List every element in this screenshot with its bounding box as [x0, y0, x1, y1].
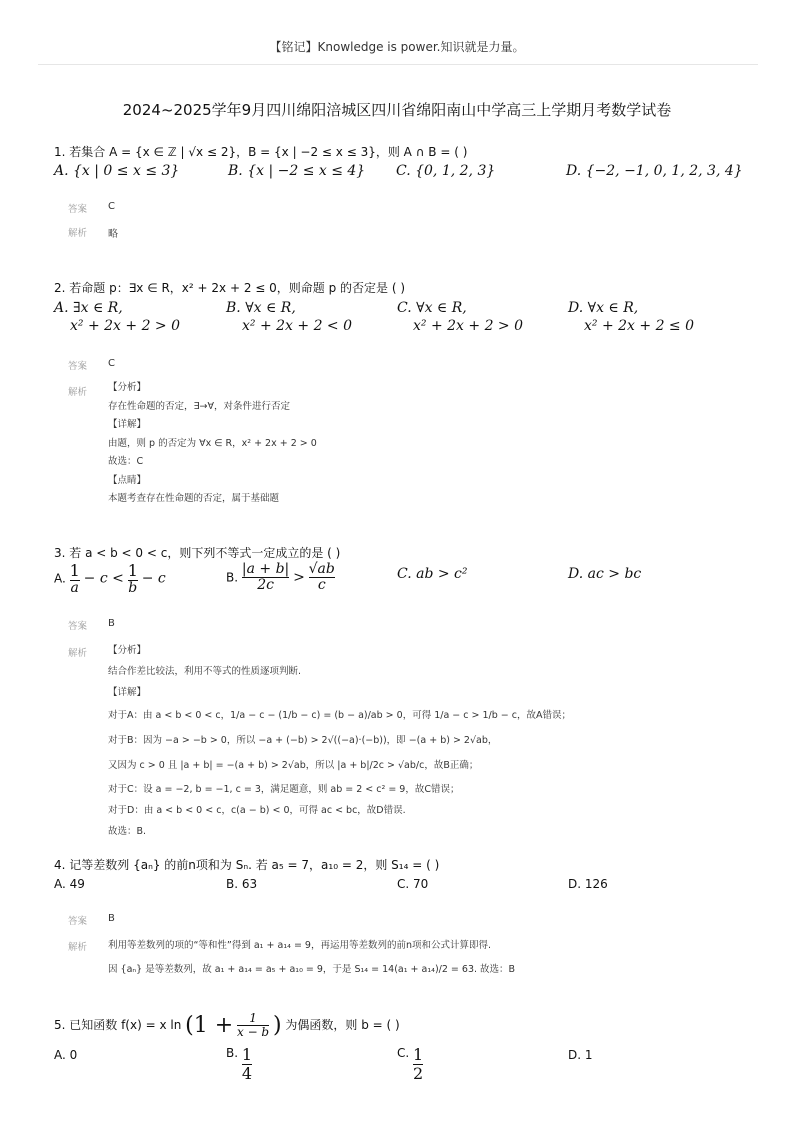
- q4-option-c[interactable]: C. 70: [397, 877, 429, 891]
- header-divider: [38, 64, 758, 65]
- q3-option-b-fraction-2: $\frac{√ab}{c}$: [308, 561, 335, 594]
- question-5-options: [54, 1046, 754, 1086]
- q5-stem-prefix: 5. 已知函数 f(x) = x ln: [54, 1018, 182, 1033]
- page-header-motto: 【铭记】Knowledge is power.知识就是力量。: [269, 40, 525, 54]
- q3-option-a-fraction-1: $\frac{1}{a}$: [69, 561, 80, 596]
- q2-option-d[interactable]: [568, 300, 694, 334]
- q3-analysis-line: 【详解】: [108, 687, 147, 698]
- q3-option-a-middle: − c <: [83, 570, 124, 587]
- q3-analysis-line: 对于A：由 a < b < 0 < c，1/a − c − (1/b − c) = (b − a)/ab > 0，可得 1/a − c > 1/b − c，故A错误；: [108, 710, 572, 721]
- q2-option-a-line2: x² + 2x + 2 > 0: [70, 318, 181, 334]
- q4-answer-label: 答案: [68, 916, 88, 927]
- q3-analysis-line: 故选：B.: [108, 826, 147, 837]
- q5-option-b-prefix: B.: [226, 1046, 239, 1060]
- q5-option-c-fraction: $\frac{1}{2}$: [413, 1045, 424, 1083]
- question-1-options: [54, 163, 754, 203]
- q2-option-c-line2: x² + 2x + 2 > 0: [413, 318, 524, 334]
- q2-option-a-line1: A. ∃x ∈ R,: [54, 300, 123, 316]
- q2-analysis-label: 解析: [68, 387, 88, 398]
- q2-analysis: [108, 379, 317, 509]
- q3-option-a[interactable]: [54, 562, 166, 596]
- q2-option-b-line2: x² + 2x + 2 < 0: [242, 318, 353, 334]
- q3-analysis: [108, 640, 571, 842]
- q3-analysis-line: 对于B：因为 −a > −b > 0，所以 −a + (−b) > 2√((−a)·(−b))，即 −(a + b) > 2√ab，: [108, 735, 498, 746]
- q2-answer-label: 答案: [68, 361, 88, 372]
- q2-answer: C: [108, 358, 115, 369]
- question-2-stem: 2. 若命题 p：∃x ∈ R，x² + 2x + 2 ≤ 0，则命题 p 的否定是 ( ): [54, 281, 406, 295]
- q1-answer: C: [108, 201, 115, 212]
- q1-analysis: 略: [108, 229, 118, 240]
- q5-stem-paren-open: (1 +: [185, 1013, 234, 1039]
- q2-analysis-line: 本题考查存在性命题的否定，属于基础题: [108, 493, 280, 504]
- q3-analysis-line: 结合作差比较法，利用不等式的性质逐项判断.: [108, 666, 302, 677]
- q1-option-d[interactable]: D. {−2, −1, 0, 1, 2, 3, 4}: [566, 163, 743, 179]
- q3-option-b-middle: >: [293, 569, 305, 586]
- q2-option-a[interactable]: [54, 300, 180, 334]
- question-3-stem: 3. 若 a < b < 0 < c，则下列不等式一定成立的是 ( ): [54, 546, 341, 560]
- q5-option-d[interactable]: D. 1: [568, 1048, 593, 1062]
- q4-analysis-label: 解析: [68, 942, 88, 953]
- q3-analysis-line: 对于C：设 a = −2, b = −1, c = 3，满足题意，则 ab = 2 < c² = 9，故C错误；: [108, 784, 460, 795]
- question-5-stem: [54, 1012, 400, 1039]
- question-2-options: [54, 300, 754, 344]
- q2-analysis-line: 存在性命题的否定，∃→∀，对条件进行否定: [108, 400, 290, 412]
- q3-option-a-tail: − c: [141, 570, 166, 587]
- question-4-options: [54, 877, 754, 897]
- q2-analysis-line: 由题，则 p 的否定为 ∀x ∈ R，x² + 2x + 2 > 0: [108, 437, 317, 449]
- q4-answer: B: [108, 913, 115, 924]
- q2-option-c-line1: C. ∀x ∈ R,: [397, 300, 467, 316]
- q2-option-d-line1: D. ∀x ∈ R,: [568, 300, 639, 316]
- q2-option-b-line1: B. ∀x ∈ R,: [226, 300, 296, 316]
- q1-option-b[interactable]: B. {x | −2 ≤ x ≤ 4}: [228, 163, 366, 179]
- q2-option-d-line2: x² + 2x + 2 ≤ 0: [584, 318, 695, 334]
- q3-option-b-fraction-1: $\frac{|a + b|}{2c}$: [241, 561, 290, 594]
- q5-option-c[interactable]: [397, 1046, 423, 1082]
- q4-option-a[interactable]: A. 49: [54, 877, 85, 891]
- q2-analysis-line: 【详解】: [108, 419, 147, 430]
- q4-analysis: [108, 934, 515, 982]
- q2-option-c[interactable]: [397, 300, 523, 334]
- q5-option-b-fraction: $\frac{1}{4}$: [241, 1045, 253, 1083]
- q4-analysis-line: 因 {aₙ} 是等差数列，故 a₁ + a₁₄ = a₅ + a₁₀ = 9，于是 S₁₄ = 14(a₁ + a₁₄)/2 = 63. 故选：B: [108, 964, 516, 975]
- q2-analysis-line: 【点睛】: [108, 474, 147, 486]
- exam-title: 2024~2025学年9月四川绵阳涪城区四川省绵阳南山中学高三上学期月考数学试卷: [122, 101, 672, 119]
- q2-analysis-line: 故选：C: [108, 456, 144, 467]
- q4-option-b[interactable]: B. 63: [226, 877, 258, 891]
- q5-option-b[interactable]: [226, 1046, 252, 1082]
- q3-answer-label: 答案: [68, 621, 88, 632]
- q3-answer: B: [108, 618, 115, 629]
- q3-option-a-fraction-2: $\frac{1}{b}$: [127, 561, 138, 596]
- question-3-options: [54, 560, 754, 606]
- q1-option-c[interactable]: C. {0, 1, 2, 3}: [396, 163, 496, 179]
- q5-stem-suffix: 为偶函数，则 b = ( ): [285, 1018, 400, 1033]
- q2-option-b[interactable]: [226, 300, 352, 334]
- q3-option-b[interactable]: [226, 562, 335, 594]
- q3-analysis-label: 解析: [68, 648, 88, 659]
- q4-option-d[interactable]: D. 126: [568, 877, 608, 891]
- q3-analysis-line: 对于D：由 a < b < 0 < c，c(a − b) < 0，可得 ac < bc，故D错误.: [108, 805, 406, 816]
- q5-option-a[interactable]: A. 0: [54, 1048, 78, 1062]
- q3-analysis-line: 又因为 c > 0 且 |a + b| = −(a + b) > 2√ab，所以 |a + b|/2c > √ab/c，故B正确；: [108, 760, 479, 771]
- question-1-stem: 1. 若集合 A = {x ∈ ℤ | √x ≤ 2}，B = {x | −2 ≤ x ≤ 3}，则 A ∩ B = ( ): [54, 145, 468, 159]
- q4-analysis-line: 利用等差数列的项的“等和性”得到 a₁ + a₁₄ = 9，再运用等差数列的前n项和公式计算即得.: [108, 940, 492, 951]
- q1-answer-label: 答案: [68, 204, 88, 215]
- q1-analysis-label: 解析: [68, 228, 88, 239]
- q3-option-d[interactable]: D. ac > bc: [568, 566, 642, 582]
- q3-option-c[interactable]: C. ab > c²: [397, 566, 468, 582]
- q3-option-b-prefix: B.: [226, 570, 239, 585]
- q3-analysis-line: 【分析】: [108, 645, 147, 656]
- question-4-stem: 4. 记等差数列 {aₙ} 的前n项和为 Sₙ. 若 a₅ = 7，a₁₀ = 2，则 S₁₄ = ( ): [54, 858, 440, 872]
- q3-option-a-prefix: A.: [54, 571, 66, 586]
- q5-stem-paren-close: ): [272, 1013, 282, 1039]
- q1-option-a[interactable]: A. {x | 0 ≤ x ≤ 3}: [54, 163, 180, 179]
- q5-option-c-prefix: C.: [397, 1046, 410, 1060]
- q2-analysis-line: 【分析】: [108, 382, 147, 393]
- q5-stem-fraction: $\frac{1}{x - b}$: [236, 1011, 270, 1040]
